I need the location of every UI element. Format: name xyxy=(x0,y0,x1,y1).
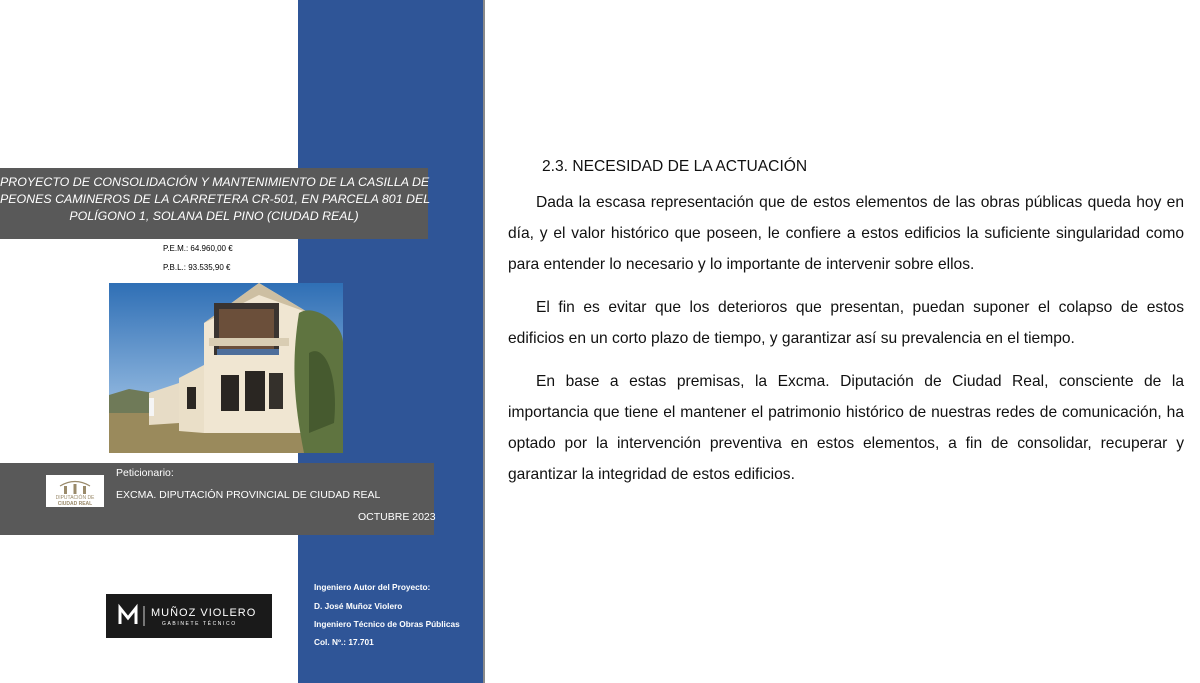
body-paragraph: El fin es evitar que los deterioros que presentan, puedan suponer el colapso de estos edificios en un corto plazo de tiempo, y garantizar así su prevalencia en el tiempo. xyxy=(508,299,1184,347)
document-page xyxy=(508,150,1184,502)
engineer-label: Ingeniero Autor del Proyecto: xyxy=(314,582,431,592)
pbl-budget: P.B.L.: 93.535,90 € xyxy=(163,263,231,272)
page-divider xyxy=(483,0,485,683)
logo-name: MUÑOZ VIOLERO xyxy=(151,607,257,619)
pem-budget: P.E.M.: 64.960,00 € xyxy=(163,244,233,253)
project-title-line: POLÍGONO 1, SOLANA DEL PINO (CIUDAD REAL) xyxy=(69,209,359,223)
document-date: OCTUBRE 2023 xyxy=(358,511,436,523)
engineer-college-number: Col. Nº.: 17.701 xyxy=(314,637,374,647)
logo-subtitle: GABINETE TÉCNICO xyxy=(162,621,237,627)
cover-page xyxy=(0,0,484,683)
petitioner-name: EXCMA. DIPUTACIÓN PROVINCIAL DE CIUDAD REAL xyxy=(116,489,381,501)
logo-text-line: CIUDAD REAL xyxy=(57,501,93,507)
engineer-title: Ingeniero Técnico de Obras Públicas xyxy=(314,619,460,629)
body-paragraph: En base a estas premisas, la Excma. Diputación de Ciudad Real, consciente de la importancia que tiene el mantener el patrimonio histórico de nuestras redes de comunicación, ha optado por la intervención preventiva en estos elementos, a fin de consolidar, recuperar y garantizar la integridad de estos edificios. xyxy=(508,373,1184,483)
engineer-name: D. José Muñoz Violero xyxy=(314,601,403,611)
petitioner-box xyxy=(0,463,434,535)
petitioner-label: Peticionario: xyxy=(116,467,174,479)
munoz-violero-logo xyxy=(106,594,272,638)
logo-text-line: DIPUTACIÓN DE xyxy=(55,495,95,501)
building-photo xyxy=(109,283,343,453)
section-heading: 2.3. NECESIDAD DE LA ACTUACIÓN xyxy=(542,158,808,175)
body-paragraph: Dada la escasa representación que de estos elementos de las obras públicas queda hoy en día, y el valor histórico que poseen, le confiere a estos edificios la suficiente singularidad como para entender lo necesario y lo importante de intervenir sobre ellos. xyxy=(508,194,1184,273)
diputacion-logo xyxy=(46,475,104,507)
project-title-line: PEONES CAMINEROS DE LA CARRETERA CR-501, EN PARCELA 801 DEL xyxy=(0,192,431,206)
project-title-box xyxy=(0,168,431,239)
project-title-line: PROYECTO DE CONSOLIDACIÓN Y MANTENIMIENTO DE LA CASILLA DE xyxy=(0,175,430,189)
